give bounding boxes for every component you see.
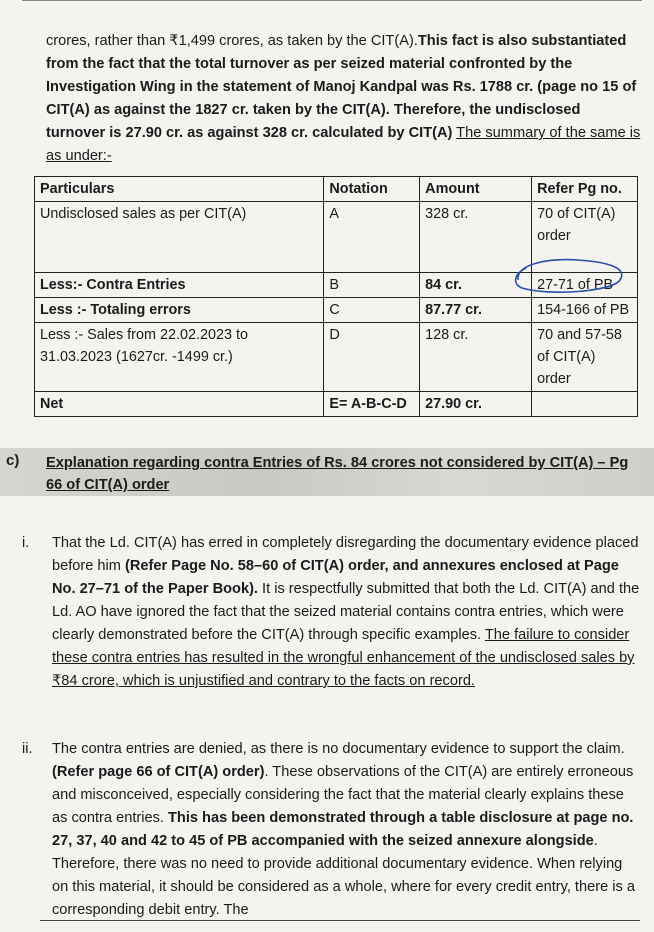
item-number: i. xyxy=(22,535,30,551)
bottom-rule xyxy=(40,920,640,921)
header-refer: Refer Pg no. xyxy=(532,177,638,202)
intro-paragraph xyxy=(46,30,642,168)
table-row xyxy=(35,202,638,273)
section-c-title: Explanation regarding contra Entries of Rs. 84 crores not considered by CIT(A) – Pg 66 of CIT(A) order xyxy=(46,455,629,493)
intro-summary-line: The summary of the same is as under:- xyxy=(46,125,641,164)
table-row xyxy=(35,392,638,417)
cell-particulars: Net xyxy=(35,392,324,417)
summary-table xyxy=(34,176,638,417)
cell-amount: 87.77 cr. xyxy=(420,298,532,323)
header-particulars: Particulars xyxy=(35,177,324,202)
table-row xyxy=(35,298,638,323)
table-header-row xyxy=(35,177,638,202)
cell-amount: 128 cr. xyxy=(420,323,532,392)
cell-amount: 27.90 cr. xyxy=(420,392,532,417)
item-text: The contra entries are denied, as there is no documentary evidence to support the claim. (Refer page 66 of CIT(A) order). These observations of the CIT(A) are entirely erroneous and misconceived, especially considering the fact that the material clearly explains these as contra entries. This has been demonstrated through a table disclosure at page no. 27, 37, 40 and 42 to 45 of PB accompanied with the seized annexure alongside. Therefore, there was no need to provide additional documentary evidence. When relying on this material, it should be considered as a whole, where for every credit entry, there is a corresponding debit entry. The xyxy=(52,741,635,918)
table-row xyxy=(35,323,638,392)
top-rule xyxy=(22,0,642,1)
cell-notation: E= A-B-C-D xyxy=(324,392,420,417)
cell-refer: 70 and 57-58 of CIT(A) order xyxy=(532,323,638,392)
cell-amount: 84 cr. xyxy=(420,273,532,298)
cell-refer: 70 of CIT(A) order xyxy=(532,202,638,273)
cell-particulars: Less :- Totaling errors xyxy=(35,298,324,323)
section-c-heading xyxy=(0,448,654,496)
table-row xyxy=(35,273,638,298)
header-amount: Amount xyxy=(420,177,532,202)
cell-particulars: Less :- Sales from 22.02.2023 to 31.03.2023 (1627cr. -1499 cr.) xyxy=(35,323,324,392)
item-text: That the Ld. CIT(A) has erred in completely disregarding the documentary evidence placed before him (Refer Page No. 58–60 of CIT(A) order, and annexures enclosed at Page No. 27–71 of the Paper Book). It is respectfully submitted that both the Ld. CIT(A) and the Ld. AO have ignored the fact that the seized material contains contra entries, which were clearly demonstrated before the CIT(A) through specific examples. The failure to consider these contra entries has resulted in the wrongful enhancement of the undisclosed sales by ₹84 crore, which is unjustified and contrary to the facts on record. xyxy=(52,535,640,689)
intro-text: crores, rather than ₹1,499 crores, as taken by the CIT(A). xyxy=(46,33,418,49)
cell-particulars: Less:- Contra Entries xyxy=(35,273,324,298)
intro-text-bold: This fact is also substantiated from the fact that the total turnover as per seized material confronted by the Investigation Wing in the statement of Manoj Kandpal was Rs. 1788 cr. (page no 15 of CIT(A) as against the 1827 cr. taken by the CIT(A). Therefore, the undisclosed turnover is 27.90 cr. as against 328 cr. calculated by CIT(A) xyxy=(46,33,637,141)
cell-refer: 27-71 of PB xyxy=(532,273,638,298)
cell-notation: B xyxy=(324,273,420,298)
header-notation: Notation xyxy=(324,177,420,202)
list-item xyxy=(22,738,642,923)
cell-refer: 154-166 of PB xyxy=(532,298,638,323)
cell-notation: A xyxy=(324,202,420,273)
item-number: ii. xyxy=(22,741,33,757)
list-item xyxy=(22,532,642,717)
section-c-label: c) xyxy=(6,452,20,469)
cell-particulars: Undisclosed sales as per CIT(A) xyxy=(35,202,324,273)
cell-notation: C xyxy=(324,298,420,323)
cell-refer xyxy=(532,392,638,417)
cell-amount: 328 cr. xyxy=(420,202,532,273)
cell-notation: D xyxy=(324,323,420,392)
